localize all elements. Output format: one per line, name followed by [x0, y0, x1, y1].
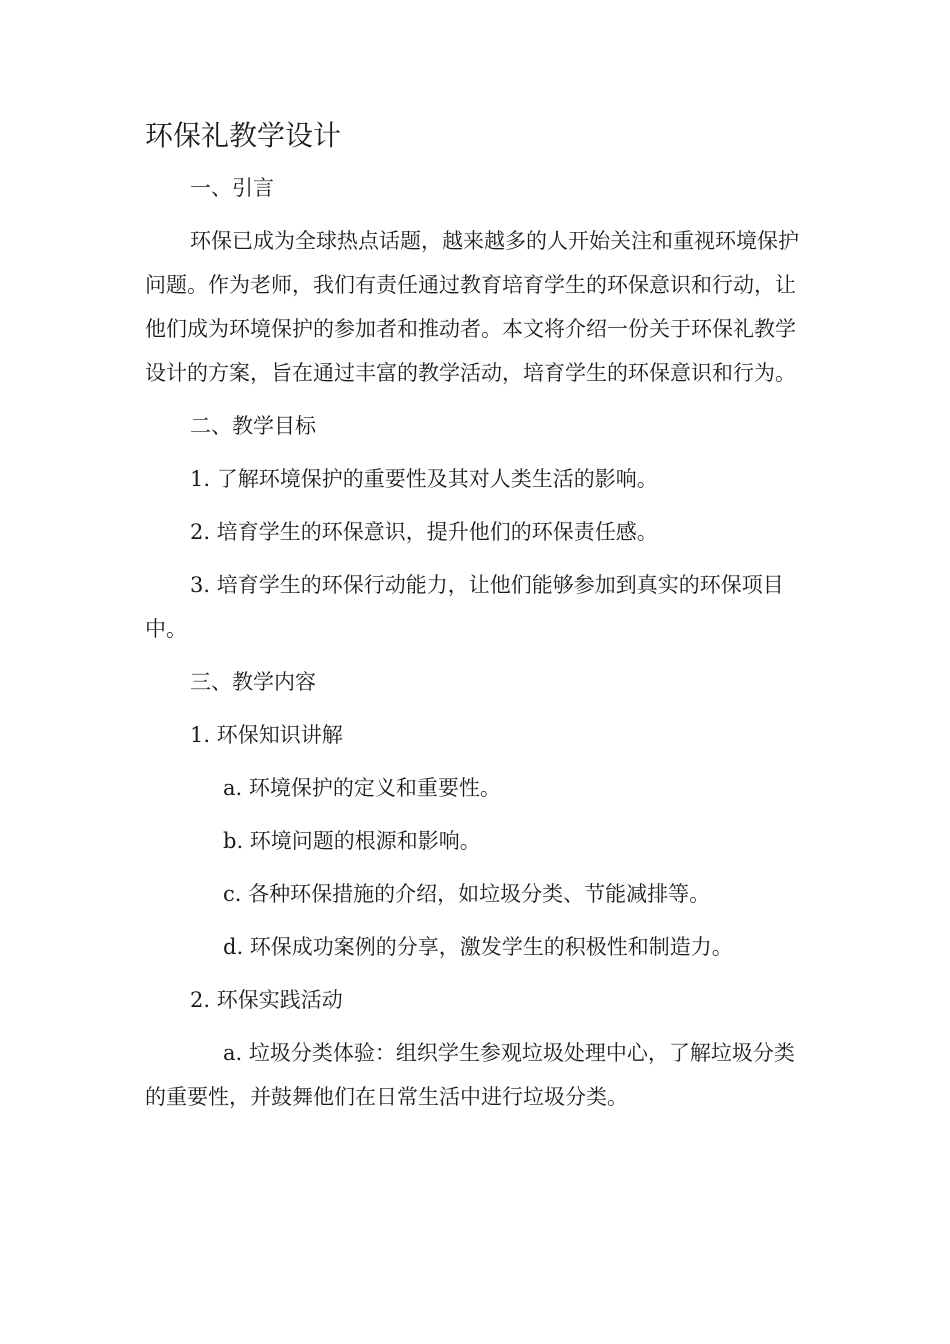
goal-item: 3. 培育学生的环保行动能力，让他们能够参加到真实的环保项目中。 [145, 573, 784, 641]
section-heading-content: 三、教学内容 [190, 670, 316, 694]
document-body [145, 166, 815, 1128]
content-subitem: a. 环境保护的定义和重要性。 [223, 776, 501, 800]
content-subitem: c. 各种环保措施的介绍，如垃圾分类、节能减排等。 [223, 882, 711, 906]
content-subitem: d. 环保成功案例的分享，激发学生的积极性和制造力。 [223, 935, 733, 959]
content-subitem: b. 环境问题的根源和影响。 [223, 829, 481, 853]
goal-item: 2. 培育学生的环保意识，提升他们的环保责任感。 [190, 520, 658, 544]
document-title: 环保礼教学设计 [145, 119, 342, 152]
intro-paragraph: 环保已成为全球热点话题，越来越多的人开始关注和重视环境保护问题。作为老师，我们有责任通过教育培育学生的环保意识和行动，让他们成为环境保护的参加者和推动者。本文将介绍一份关于环保礼教学设计的方案，旨在通过丰富的教学活动，培育学生的环保意识和行为。 [145, 229, 799, 385]
content-item: 2. 环保实践活动 [190, 988, 343, 1012]
content-subitem: a. 垃圾分类体验：组织学生参观垃圾处理中心，了解垃圾分类的重要性，并鼓舞他们在日常生活中进行垃圾分类。 [145, 1041, 795, 1109]
content-item: 1. 环保知识讲解 [190, 723, 343, 747]
section-heading-goals: 二、教学目标 [190, 414, 316, 438]
section-heading-introduction: 一、引言 [190, 176, 274, 200]
goal-item: 1. 了解环境保护的重要性及其对人类生活的影响。 [190, 467, 658, 491]
